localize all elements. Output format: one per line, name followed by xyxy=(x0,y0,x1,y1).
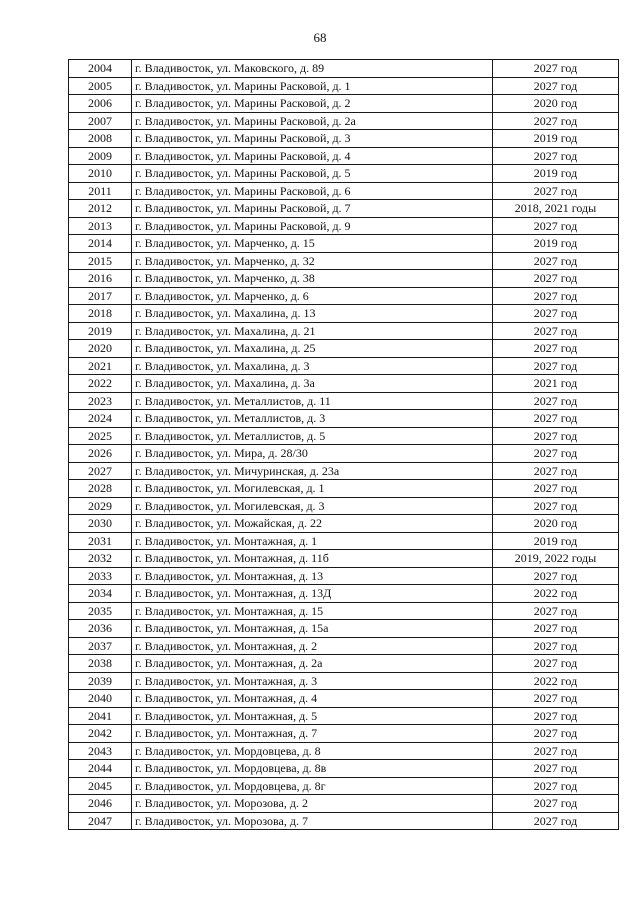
table-row xyxy=(69,620,619,638)
table-row xyxy=(69,742,619,760)
row-number-cell: 2039 xyxy=(69,672,132,690)
address-cell: г. Владивосток, ул. Морозова, д. 2 xyxy=(132,795,493,813)
row-number-cell: 2022 xyxy=(69,375,132,393)
row-number-cell: 2041 xyxy=(69,707,132,725)
row-number-cell: 2033 xyxy=(69,567,132,585)
row-number-cell: 2020 xyxy=(69,340,132,358)
row-number-cell: 2032 xyxy=(69,550,132,568)
table-row xyxy=(69,480,619,498)
year-cell: 2027 год xyxy=(493,690,619,708)
year-cell: 2027 год xyxy=(493,77,619,95)
row-number-cell: 2034 xyxy=(69,585,132,603)
table-row xyxy=(69,147,619,165)
year-cell: 2027 год xyxy=(493,462,619,480)
row-number-cell: 2010 xyxy=(69,165,132,183)
table-row xyxy=(69,322,619,340)
year-cell: 2027 год xyxy=(493,357,619,375)
year-cell: 2020 год xyxy=(493,95,619,113)
address-cell: г. Владивосток, ул. Можайская, д. 22 xyxy=(132,515,493,533)
address-cell: г. Владивосток, ул. Марины Расковой, д. 1 xyxy=(132,77,493,95)
registry-table-body xyxy=(69,60,619,830)
page-number: 68 xyxy=(313,30,327,45)
table-row xyxy=(69,725,619,743)
table-row xyxy=(69,340,619,358)
year-cell: 2027 год xyxy=(493,445,619,463)
year-cell: 2027 год xyxy=(493,410,619,428)
row-number-cell: 2031 xyxy=(69,532,132,550)
table-row xyxy=(69,427,619,445)
row-number-cell: 2023 xyxy=(69,392,132,410)
year-cell: 2027 год xyxy=(493,602,619,620)
address-cell: г. Владивосток, ул. Металлистов, д. 3 xyxy=(132,410,493,428)
row-number-cell: 2035 xyxy=(69,602,132,620)
table-row xyxy=(69,672,619,690)
year-cell: 2027 год xyxy=(493,287,619,305)
year-cell: 2019, 2022 годы xyxy=(493,550,619,568)
table-row xyxy=(69,777,619,795)
year-cell: 2022 год xyxy=(493,672,619,690)
row-number-cell: 2036 xyxy=(69,620,132,638)
table-row xyxy=(69,200,619,218)
row-number-cell: 2037 xyxy=(69,637,132,655)
year-cell: 2019 год xyxy=(493,130,619,148)
address-cell: г. Владивосток, ул. Металлистов, д. 5 xyxy=(132,427,493,445)
year-cell: 2027 год xyxy=(493,637,619,655)
address-cell: г. Владивосток, ул. Монтажная, д. 1 xyxy=(132,532,493,550)
year-cell: 2027 год xyxy=(493,812,619,830)
table-row xyxy=(69,690,619,708)
year-cell: 2027 год xyxy=(493,147,619,165)
table-row xyxy=(69,812,619,830)
address-cell: г. Владивосток, ул. Марины Расковой, д. 5 xyxy=(132,165,493,183)
year-cell: 2027 год xyxy=(493,480,619,498)
table-row xyxy=(69,60,619,78)
address-cell: г. Владивосток, ул. Могилевская, д. 1 xyxy=(132,480,493,498)
table-row xyxy=(69,375,619,393)
year-cell: 2018, 2021 годы xyxy=(493,200,619,218)
address-cell: г. Владивосток, ул. Марины Расковой, д. 6 xyxy=(132,182,493,200)
year-cell: 2027 год xyxy=(493,112,619,130)
table-row xyxy=(69,270,619,288)
table-row xyxy=(69,532,619,550)
table-row xyxy=(69,235,619,253)
row-number-cell: 2017 xyxy=(69,287,132,305)
year-cell: 2027 год xyxy=(493,427,619,445)
table-row xyxy=(69,760,619,778)
address-cell: г. Владивосток, ул. Мордовцева, д. 8г xyxy=(132,777,493,795)
row-number-cell: 2007 xyxy=(69,112,132,130)
row-number-cell: 2021 xyxy=(69,357,132,375)
table-row xyxy=(69,112,619,130)
row-number-cell: 2004 xyxy=(69,60,132,78)
table-row xyxy=(69,392,619,410)
address-cell: г. Владивосток, ул. Монтажная, д. 11б xyxy=(132,550,493,568)
year-cell: 2027 год xyxy=(493,795,619,813)
table-row xyxy=(69,707,619,725)
table-row xyxy=(69,77,619,95)
year-cell: 2022 год xyxy=(493,585,619,603)
table-row xyxy=(69,252,619,270)
year-cell: 2019 год xyxy=(493,532,619,550)
table-row xyxy=(69,515,619,533)
row-number-cell: 2025 xyxy=(69,427,132,445)
year-cell: 2020 год xyxy=(493,515,619,533)
row-number-cell: 2028 xyxy=(69,480,132,498)
address-cell: г. Владивосток, ул. Монтажная, д. 15 xyxy=(132,602,493,620)
address-cell: г. Владивосток, ул. Мордовцева, д. 8 xyxy=(132,742,493,760)
table-row xyxy=(69,602,619,620)
row-number-cell: 2045 xyxy=(69,777,132,795)
address-cell: г. Владивосток, ул. Монтажная, д. 15а xyxy=(132,620,493,638)
row-number-cell: 2012 xyxy=(69,200,132,218)
table-row xyxy=(69,550,619,568)
address-cell: г. Владивосток, ул. Махалина, д. 13 xyxy=(132,305,493,323)
row-number-cell: 2047 xyxy=(69,812,132,830)
address-cell: г. Владивосток, ул. Махалина, д. 21 xyxy=(132,322,493,340)
table-row xyxy=(69,462,619,480)
year-cell: 2027 год xyxy=(493,707,619,725)
year-cell: 2021 год xyxy=(493,375,619,393)
address-cell: г. Владивосток, ул. Марченко, д. 6 xyxy=(132,287,493,305)
year-cell: 2027 год xyxy=(493,270,619,288)
year-cell: 2027 год xyxy=(493,322,619,340)
registry-table xyxy=(68,59,619,830)
year-cell: 2027 год xyxy=(493,60,619,78)
address-cell: г. Владивосток, ул. Монтажная, д. 3 xyxy=(132,672,493,690)
year-cell: 2027 год xyxy=(493,725,619,743)
table-row xyxy=(69,585,619,603)
year-cell: 2027 год xyxy=(493,742,619,760)
row-number-cell: 2043 xyxy=(69,742,132,760)
address-cell: г. Владивосток, ул. Марины Расковой, д. 9 xyxy=(132,217,493,235)
table-row xyxy=(69,130,619,148)
row-number-cell: 2026 xyxy=(69,445,132,463)
row-number-cell: 2024 xyxy=(69,410,132,428)
year-cell: 2027 год xyxy=(493,252,619,270)
row-number-cell: 2042 xyxy=(69,725,132,743)
address-cell: г. Владивосток, ул. Махалина, д. 3 xyxy=(132,357,493,375)
year-cell: 2027 год xyxy=(493,305,619,323)
year-cell: 2019 год xyxy=(493,235,619,253)
row-number-cell: 2013 xyxy=(69,217,132,235)
year-cell: 2027 год xyxy=(493,777,619,795)
table-row xyxy=(69,217,619,235)
year-cell: 2027 год xyxy=(493,655,619,673)
address-cell: г. Владивосток, ул. Могилевская, д. 3 xyxy=(132,497,493,515)
row-number-cell: 2044 xyxy=(69,760,132,778)
table-row xyxy=(69,305,619,323)
row-number-cell: 2014 xyxy=(69,235,132,253)
address-cell: г. Владивосток, ул. Морозова, д. 7 xyxy=(132,812,493,830)
table-row xyxy=(69,165,619,183)
row-number-cell: 2018 xyxy=(69,305,132,323)
address-cell: г. Владивосток, ул. Монтажная, д. 2а xyxy=(132,655,493,673)
year-cell: 2027 год xyxy=(493,217,619,235)
address-cell: г. Владивосток, ул. Монтажная, д. 4 xyxy=(132,690,493,708)
row-number-cell: 2011 xyxy=(69,182,132,200)
table-row xyxy=(69,182,619,200)
year-cell: 2027 год xyxy=(493,567,619,585)
row-number-cell: 2046 xyxy=(69,795,132,813)
address-cell: г. Владивосток, ул. Металлистов, д. 11 xyxy=(132,392,493,410)
table-row xyxy=(69,410,619,428)
address-cell: г. Владивосток, ул. Маковского, д. 89 xyxy=(132,60,493,78)
year-cell: 2027 год xyxy=(493,182,619,200)
address-cell: г. Владивосток, ул. Марченко, д. 38 xyxy=(132,270,493,288)
address-cell: г. Владивосток, ул. Мичуринская, д. 23а xyxy=(132,462,493,480)
row-number-cell: 2006 xyxy=(69,95,132,113)
address-cell: г. Владивосток, ул. Махалина, д. 25 xyxy=(132,340,493,358)
address-cell: г. Владивосток, ул. Монтажная, д. 7 xyxy=(132,725,493,743)
address-cell: г. Владивосток, ул. Мира, д. 28/30 xyxy=(132,445,493,463)
row-number-cell: 2030 xyxy=(69,515,132,533)
row-number-cell: 2019 xyxy=(69,322,132,340)
row-number-cell: 2016 xyxy=(69,270,132,288)
table-row xyxy=(69,567,619,585)
address-cell: г. Владивосток, ул. Монтажная, д. 2 xyxy=(132,637,493,655)
row-number-cell: 2027 xyxy=(69,462,132,480)
table-row xyxy=(69,637,619,655)
row-number-cell: 2040 xyxy=(69,690,132,708)
address-cell: г. Владивосток, ул. Марины Расковой, д. 7 xyxy=(132,200,493,218)
year-cell: 2019 год xyxy=(493,165,619,183)
table-row xyxy=(69,655,619,673)
address-cell: г. Владивосток, ул. Марченко, д. 32 xyxy=(132,252,493,270)
table-row xyxy=(69,287,619,305)
year-cell: 2027 год xyxy=(493,340,619,358)
row-number-cell: 2038 xyxy=(69,655,132,673)
year-cell: 2027 год xyxy=(493,392,619,410)
row-number-cell: 2029 xyxy=(69,497,132,515)
address-cell: г. Владивосток, ул. Марины Расковой, д. 2а xyxy=(132,112,493,130)
address-cell: г. Владивосток, ул. Марины Расковой, д. 4 xyxy=(132,147,493,165)
address-cell: г. Владивосток, ул. Марченко, д. 15 xyxy=(132,235,493,253)
row-number-cell: 2005 xyxy=(69,77,132,95)
year-cell: 2027 год xyxy=(493,620,619,638)
address-cell: г. Владивосток, ул. Мордовцева, д. 8в xyxy=(132,760,493,778)
row-number-cell: 2015 xyxy=(69,252,132,270)
address-cell: г. Владивосток, ул. Монтажная, д. 13 xyxy=(132,567,493,585)
table-row xyxy=(69,95,619,113)
address-cell: г. Владивосток, ул. Монтажная, д. 5 xyxy=(132,707,493,725)
row-number-cell: 2009 xyxy=(69,147,132,165)
year-cell: 2027 год xyxy=(493,497,619,515)
year-cell: 2027 год xyxy=(493,760,619,778)
address-cell: г. Владивосток, ул. Марины Расковой, д. 3 xyxy=(132,130,493,148)
table-row xyxy=(69,497,619,515)
address-cell: г. Владивосток, ул. Марины Расковой, д. 2 xyxy=(132,95,493,113)
table-row xyxy=(69,357,619,375)
row-number-cell: 2008 xyxy=(69,130,132,148)
address-cell: г. Владивосток, ул. Монтажная, д. 13Д xyxy=(132,585,493,603)
table-row xyxy=(69,795,619,813)
table-row xyxy=(69,445,619,463)
address-cell: г. Владивосток, ул. Махалина, д. 3а xyxy=(132,375,493,393)
